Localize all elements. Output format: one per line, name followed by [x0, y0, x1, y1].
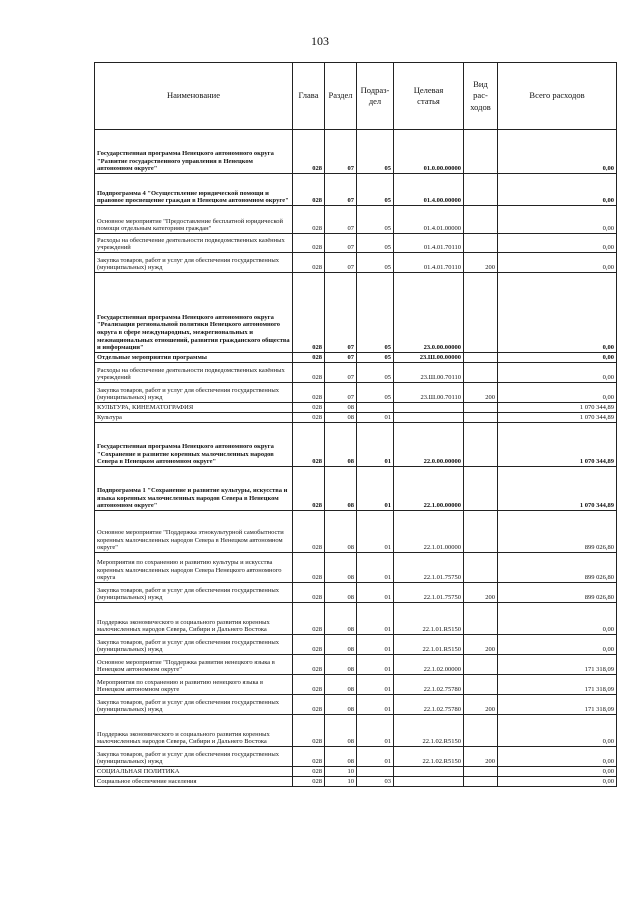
cell-total: 0,00	[498, 253, 617, 273]
cell-glava: 028	[293, 675, 325, 695]
cell-glava: 028	[293, 655, 325, 675]
cell-podrazdel: 01	[357, 635, 394, 655]
cell-podrazdel: 01	[357, 747, 394, 767]
cell-celevaya	[394, 413, 464, 423]
cell-glava: 028	[293, 363, 325, 383]
cell-celevaya: 23.Ш.00.00000	[394, 353, 464, 363]
cell-vid: 200	[464, 583, 498, 603]
table-row	[95, 553, 617, 583]
table-row	[95, 655, 617, 675]
cell-podrazdel: 05	[357, 383, 394, 403]
table-row	[95, 747, 617, 767]
cell-total: 0,00	[498, 715, 617, 747]
cell-razdel: 10	[325, 767, 357, 777]
cell-glava: 028	[293, 511, 325, 553]
cell-podrazdel: 03	[357, 777, 394, 787]
cell-razdel: 08	[325, 413, 357, 423]
cell-razdel: 07	[325, 353, 357, 363]
cell-glava: 028	[293, 253, 325, 273]
cell-razdel: 08	[325, 603, 357, 635]
cell-name: Расходы на обеспечение деятельности подведомственных казённых учреждений	[95, 234, 293, 253]
cell-glava: 028	[293, 767, 325, 777]
cell-name: Мероприятия по сохранению и развитию культуры и искусства коренных малочисленных народов Севера Ненецкого автономного округа	[95, 553, 293, 583]
cell-total: 899 026,80	[498, 583, 617, 603]
cell-name: Государственная программа Ненецкого автономного округа "Сохранение и развитие коренных малочисленных народов Севера в Ненецком автономном округе"	[95, 423, 293, 467]
cell-celevaya: 01.4.01.70110	[394, 234, 464, 253]
cell-podrazdel: 01	[357, 583, 394, 603]
table-row	[95, 467, 617, 511]
cell-razdel: 07	[325, 253, 357, 273]
cell-celevaya: 01.4.01.70110	[394, 253, 464, 273]
header-name: Наименование	[95, 63, 293, 130]
cell-total: 171 318,09	[498, 675, 617, 695]
table-row	[95, 583, 617, 603]
cell-glava: 028	[293, 635, 325, 655]
cell-razdel: 08	[325, 747, 357, 767]
table-row	[95, 603, 617, 635]
cell-name: Подпрограмма 1 "Сохранение и развитие культуры, искусства и языка коренных малочисленных народов Севера в Ненецком автономном округе"	[95, 467, 293, 511]
table-row	[95, 353, 617, 363]
cell-total: 899 026,80	[498, 511, 617, 553]
cell-glava: 028	[293, 174, 325, 206]
cell-name: Расходы на обеспечение деятельности подведомственных казённых учреждений	[95, 363, 293, 383]
cell-celevaya: 22.1.01.00000	[394, 511, 464, 553]
table-row	[95, 206, 617, 234]
cell-celevaya: 22.1.01.75750	[394, 553, 464, 583]
cell-razdel: 07	[325, 383, 357, 403]
cell-razdel: 08	[325, 467, 357, 511]
cell-vid	[464, 511, 498, 553]
cell-vid	[464, 174, 498, 206]
cell-celevaya: 22.1.02.75780	[394, 675, 464, 695]
cell-podrazdel: 05	[357, 273, 394, 353]
cell-podrazdel: 05	[357, 130, 394, 174]
cell-razdel: 07	[325, 234, 357, 253]
cell-podrazdel: 01	[357, 423, 394, 467]
cell-total: 0,00	[498, 635, 617, 655]
cell-glava: 028	[293, 603, 325, 635]
cell-razdel: 07	[325, 174, 357, 206]
cell-razdel: 07	[325, 130, 357, 174]
cell-celevaya: 22.1.01.75750	[394, 583, 464, 603]
cell-name: Закупка товаров, работ и услуг для обеспечения государственных (муниципальных) нужд	[95, 583, 293, 603]
cell-razdel: 08	[325, 635, 357, 655]
cell-glava: 028	[293, 777, 325, 787]
cell-celevaya: 22.1.02.00000	[394, 655, 464, 675]
cell-podrazdel: 05	[357, 234, 394, 253]
cell-celevaya: 01.0.00.00000	[394, 130, 464, 174]
cell-name: Основное мероприятие "Поддержка развития ненецкого языка в Ненецком автономном округе"	[95, 655, 293, 675]
cell-vid	[464, 273, 498, 353]
header-celevaya: Целевая статья	[394, 63, 464, 130]
header-vid: Вид рас- ходов	[464, 63, 498, 130]
cell-vid	[464, 655, 498, 675]
cell-celevaya	[394, 767, 464, 777]
cell-podrazdel: 01	[357, 467, 394, 511]
cell-name: Закупка товаров, работ и услуг для обеспечения государственных (муниципальных) нужд	[95, 747, 293, 767]
cell-celevaya: 01.4.01.00000	[394, 206, 464, 234]
cell-vid	[464, 206, 498, 234]
cell-podrazdel: 01	[357, 413, 394, 423]
cell-podrazdel: 01	[357, 553, 394, 583]
table-row	[95, 695, 617, 715]
cell-podrazdel: 05	[357, 363, 394, 383]
table-row	[95, 363, 617, 383]
cell-podrazdel: 01	[357, 655, 394, 675]
budget-table	[94, 62, 617, 787]
cell-glava: 028	[293, 583, 325, 603]
cell-glava: 028	[293, 467, 325, 511]
cell-name: Закупка товаров, работ и услуг для обеспечения государственных (муниципальных) нужд	[95, 383, 293, 403]
cell-name: Отдельные мероприятия программы	[95, 353, 293, 363]
cell-glava: 028	[293, 423, 325, 467]
cell-razdel: 07	[325, 273, 357, 353]
table-row	[95, 273, 617, 353]
cell-celevaya: 23.0.00.00000	[394, 273, 464, 353]
cell-name: Поддержка экономического и социального развития коренных малочисленных народов Севера, Сибири и Дальнего Востока	[95, 603, 293, 635]
cell-total: 0,00	[498, 174, 617, 206]
table-row	[95, 253, 617, 273]
cell-total: 0,00	[498, 363, 617, 383]
cell-glava: 028	[293, 383, 325, 403]
cell-name: Социальное обеспечение населения	[95, 777, 293, 787]
cell-glava: 028	[293, 234, 325, 253]
cell-name: Культура	[95, 413, 293, 423]
cell-total: 0,00	[498, 130, 617, 174]
cell-total: 0,00	[498, 777, 617, 787]
cell-total: 171 318,09	[498, 655, 617, 675]
cell-razdel: 08	[325, 655, 357, 675]
cell-razdel: 08	[325, 675, 357, 695]
cell-podrazdel: 05	[357, 206, 394, 234]
cell-total: 0,00	[498, 747, 617, 767]
cell-celevaya	[394, 777, 464, 787]
cell-total: 0,00	[498, 353, 617, 363]
cell-podrazdel: 01	[357, 715, 394, 747]
header-total: Всего расходов	[498, 63, 617, 130]
cell-celevaya: 22.1.01.R5150	[394, 603, 464, 635]
cell-vid: 200	[464, 695, 498, 715]
cell-celevaya: 23.Ш.00.70110	[394, 383, 464, 403]
cell-vid	[464, 353, 498, 363]
cell-glava: 028	[293, 353, 325, 363]
cell-razdel: 08	[325, 553, 357, 583]
cell-podrazdel	[357, 767, 394, 777]
cell-glava: 028	[293, 206, 325, 234]
cell-celevaya: 22.0.00.00000	[394, 423, 464, 467]
table-row	[95, 767, 617, 777]
cell-razdel: 08	[325, 695, 357, 715]
cell-total: 171 318,09	[498, 695, 617, 715]
cell-vid	[464, 767, 498, 777]
cell-name: Государственная программа Ненецкого автономного округа "Развитие государственного управления в Ненецком автономном округе"	[95, 130, 293, 174]
cell-vid	[464, 777, 498, 787]
cell-podrazdel: 01	[357, 603, 394, 635]
cell-podrazdel: 05	[357, 253, 394, 273]
cell-glava: 028	[293, 715, 325, 747]
cell-name: Поддержка экономического и социального развития коренных малочисленных народов Севера, Сибири и Дальнего Востока	[95, 715, 293, 747]
table-row	[95, 174, 617, 206]
cell-glava: 028	[293, 403, 325, 413]
cell-name: Мероприятия по сохранению и развитию ненецкого языка в Ненецком автономном округе	[95, 675, 293, 695]
cell-glava: 028	[293, 747, 325, 767]
cell-glava: 028	[293, 695, 325, 715]
cell-name: Закупка товаров, работ и услуг для обеспечения государственных (муниципальных) нужд	[95, 695, 293, 715]
table-row	[95, 234, 617, 253]
cell-razdel: 08	[325, 511, 357, 553]
cell-podrazdel: 01	[357, 511, 394, 553]
table-row	[95, 511, 617, 553]
cell-name: Государственная программа Ненецкого автономного округа "Реализация региональной политики Ненецкого автономного округа в сфере международных, межрегиональных и межнациональных отношений, развития гражданского общества и информации"	[95, 273, 293, 353]
header-glava: Глава	[293, 63, 325, 130]
cell-celevaya: 22.1.00.00000	[394, 467, 464, 511]
cell-vid: 200	[464, 253, 498, 273]
cell-celevaya	[394, 403, 464, 413]
table-row	[95, 715, 617, 747]
cell-name: Закупка товаров, работ и услуг для обеспечения государственных (муниципальных) нужд	[95, 635, 293, 655]
cell-vid	[464, 715, 498, 747]
cell-vid	[464, 363, 498, 383]
cell-razdel: 08	[325, 583, 357, 603]
cell-podrazdel: 05	[357, 353, 394, 363]
cell-vid	[464, 413, 498, 423]
cell-vid: 200	[464, 635, 498, 655]
table-row	[95, 413, 617, 423]
table-row	[95, 635, 617, 655]
cell-celevaya: 22.1.02.R5150	[394, 715, 464, 747]
table-row	[95, 383, 617, 403]
table-row	[95, 130, 617, 174]
cell-vid: 200	[464, 383, 498, 403]
cell-total: 0,00	[498, 234, 617, 253]
cell-vid	[464, 403, 498, 413]
cell-razdel: 07	[325, 206, 357, 234]
cell-vid	[464, 553, 498, 583]
table-row	[95, 423, 617, 467]
cell-celevaya: 22.1.02.75780	[394, 695, 464, 715]
cell-celevaya: 23.Ш.00.70110	[394, 363, 464, 383]
header-razdel: Раздел	[325, 63, 357, 130]
cell-total: 0,00	[498, 767, 617, 777]
cell-total: 0,00	[498, 206, 617, 234]
cell-podrazdel: 01	[357, 695, 394, 715]
cell-celevaya: 22.1.01.R5150	[394, 635, 464, 655]
cell-vid: 200	[464, 747, 498, 767]
table-row	[95, 777, 617, 787]
header-row	[95, 63, 617, 130]
cell-name: КУЛЬТУРА, КИНЕМАТОГРАФИЯ	[95, 403, 293, 413]
cell-glava: 028	[293, 413, 325, 423]
cell-name: Закупка товаров, работ и услуг для обеспечения государственных (муниципальных) нужд	[95, 253, 293, 273]
cell-total: 1 070 344,89	[498, 423, 617, 467]
cell-razdel: 07	[325, 363, 357, 383]
cell-total: 1 070 344,89	[498, 467, 617, 511]
header-podrazdel: Подраз- дел	[357, 63, 394, 130]
cell-glava: 028	[293, 273, 325, 353]
cell-vid	[464, 130, 498, 174]
cell-vid	[464, 675, 498, 695]
cell-total: 899 026,80	[498, 553, 617, 583]
cell-razdel: 08	[325, 403, 357, 413]
cell-name: СОЦИАЛЬНАЯ ПОЛИТИКА	[95, 767, 293, 777]
cell-razdel: 08	[325, 423, 357, 467]
cell-razdel: 08	[325, 715, 357, 747]
cell-total: 0,00	[498, 603, 617, 635]
cell-podrazdel	[357, 403, 394, 413]
table-body	[95, 130, 617, 787]
cell-vid	[464, 234, 498, 253]
cell-total: 1 070 344,89	[498, 413, 617, 423]
table-row	[95, 403, 617, 413]
cell-vid	[464, 603, 498, 635]
cell-glava: 028	[293, 130, 325, 174]
cell-celevaya: 22.1.02.R5150	[394, 747, 464, 767]
cell-podrazdel: 05	[357, 174, 394, 206]
cell-vid	[464, 467, 498, 511]
cell-total: 0,00	[498, 273, 617, 353]
page-number: 103	[311, 34, 329, 48]
cell-name: Подпрограмма 4 "Осуществление юридической помощи и правовое просвещение граждан в Ненецком автономном округе"	[95, 174, 293, 206]
cell-razdel: 10	[325, 777, 357, 787]
cell-celevaya: 01.4.00.00000	[394, 174, 464, 206]
cell-total: 0,00	[498, 383, 617, 403]
cell-vid	[464, 423, 498, 467]
cell-name: Основное мероприятие "Поддержка этнокультурной самобытности коренных малочисленных народов Севера в Ненецком автономном округе"	[95, 511, 293, 553]
cell-glava: 028	[293, 553, 325, 583]
cell-name: Основное мероприятие "Предоставление бесплатной юридической помощи отдельным категориям граждан"	[95, 206, 293, 234]
table-row	[95, 675, 617, 695]
cell-total: 1 070 344,89	[498, 403, 617, 413]
cell-podrazdel: 01	[357, 675, 394, 695]
